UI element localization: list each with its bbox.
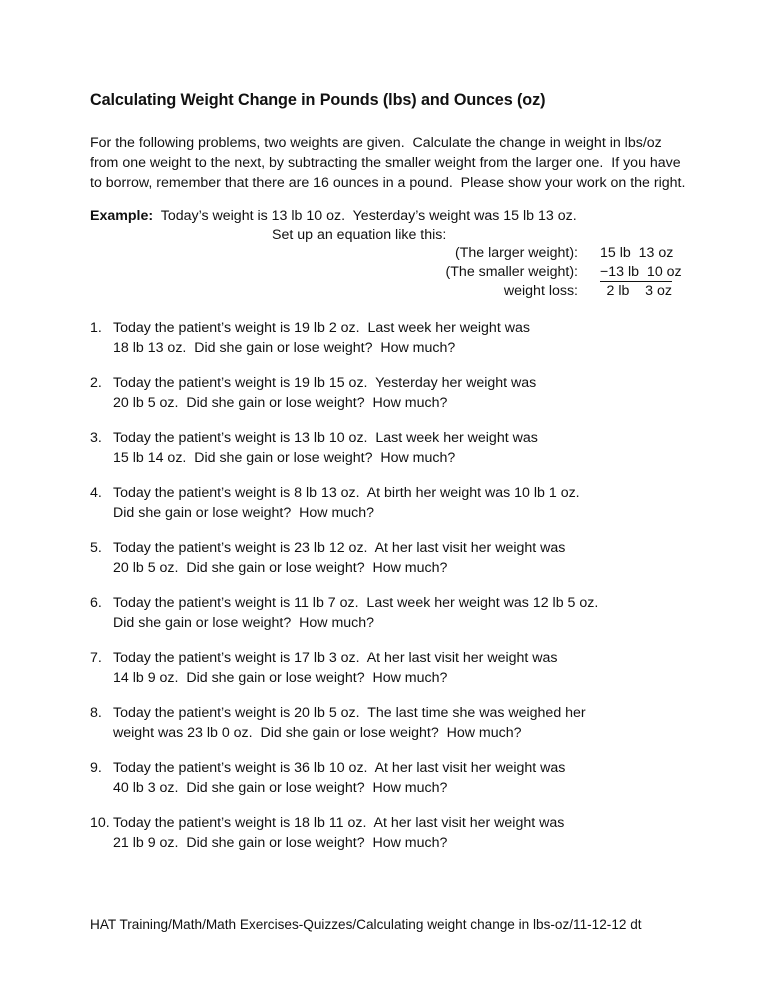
problem-number: 3.	[90, 430, 102, 446]
footer-path: HAT Training/Math/Math Exercises-Quizzes/Calculating weight change in lbs-oz/11-12-12 dt	[90, 917, 642, 932]
problem-text: 20 lb 5 oz. Did she gain or lose weight? How much?	[113, 395, 448, 411]
problem-number: 5.	[90, 540, 102, 556]
page-title: Calculating Weight Change in Pounds (lbs) and Ounces (oz)	[90, 91, 546, 109]
equation-value: 15 lb 13 oz	[600, 245, 674, 261]
equation-row	[0, 245, 768, 264]
problem-number: 6.	[90, 595, 102, 611]
problem-text: Today the patient’s weight is 17 lb 3 oz. At her last visit her weight was	[113, 650, 558, 666]
equation-label: (The larger weight):	[454, 245, 578, 261]
problem-text: Did she gain or lose weight? How much?	[113, 615, 375, 631]
example-setup-text: Set up an equation like this:	[272, 227, 447, 243]
equation-value: 2 lb 3 oz	[606, 283, 672, 299]
problem-text: Did she gain or lose weight? How much?	[113, 505, 375, 521]
equation-row	[0, 283, 768, 302]
problem-number: 7.	[90, 650, 102, 666]
problem-text: weight was 23 lb 0 oz. Did she gain or lose weight? How much?	[113, 725, 522, 741]
equation-label: weight loss:	[503, 283, 578, 299]
problem-number: 10.	[90, 815, 110, 831]
problem-text: 40 lb 3 oz. Did she gain or lose weight? How much?	[113, 780, 448, 796]
problem-text: Today the patient’s weight is 19 lb 2 oz. Last week her weight was	[113, 320, 530, 336]
problem-text: 15 lb 14 oz. Did she gain or lose weight? How much?	[113, 450, 456, 466]
equation-label: (The smaller weight):	[445, 264, 578, 280]
problem-text: Today the patient’s weight is 36 lb 10 oz. At her last visit her weight was	[113, 760, 566, 776]
problem-text: Today the patient’s weight is 23 lb 12 oz. At her last visit her weight was	[113, 540, 566, 556]
problem-text: 21 lb 9 oz. Did she gain or lose weight? How much?	[113, 835, 448, 851]
problem-text: Today the patient’s weight is 8 lb 13 oz. At birth her weight was 10 lb 1 oz.	[113, 485, 580, 501]
instructions-line: from one weight to the next, by subtracting the smaller weight from the larger one. If you have	[90, 155, 681, 171]
problem-number: 9.	[90, 760, 102, 776]
instructions-line: For the following problems, two weights are given. Calculate the change in weight in lbs/oz	[90, 135, 662, 151]
problem-text: Today the patient’s weight is 11 lb 7 oz. Last week her weight was 12 lb 5 oz.	[113, 595, 599, 611]
example-label: Example:	[90, 208, 154, 224]
problem-text: Today the patient’s weight is 20 lb 5 oz. The last time she was weighed her	[113, 705, 586, 721]
problem-number: 8.	[90, 705, 102, 721]
example	[90, 208, 577, 224]
problem-text: Today the patient’s weight is 18 lb 11 oz. At her last visit her weight was	[113, 815, 565, 831]
problem-text: 18 lb 13 oz. Did she gain or lose weight? How much?	[113, 340, 456, 356]
equation-value: −13 lb 10 oz	[600, 264, 682, 280]
instructions-line: to borrow, remember that there are 16 ounces in a pound. Please show your work on the right.	[90, 175, 686, 191]
problem-text: 20 lb 5 oz. Did she gain or lose weight? How much?	[113, 560, 448, 576]
problem-number: 1.	[90, 320, 102, 336]
equation-row	[0, 264, 768, 283]
instructions	[90, 133, 710, 193]
problem-text: 14 lb 9 oz. Did she gain or lose weight? How much?	[113, 670, 448, 686]
example-text: Today’s weight is 13 lb 10 oz. Yesterday’s weight was 15 lb 13 oz.	[160, 208, 577, 224]
problem-text: Today the patient’s weight is 13 lb 10 oz. Last week her weight was	[113, 430, 538, 446]
problem-text: Today the patient’s weight is 19 lb 15 oz. Yesterday her weight was	[113, 375, 537, 391]
problem-number: 4.	[90, 485, 102, 501]
problem-number: 2.	[90, 375, 102, 391]
